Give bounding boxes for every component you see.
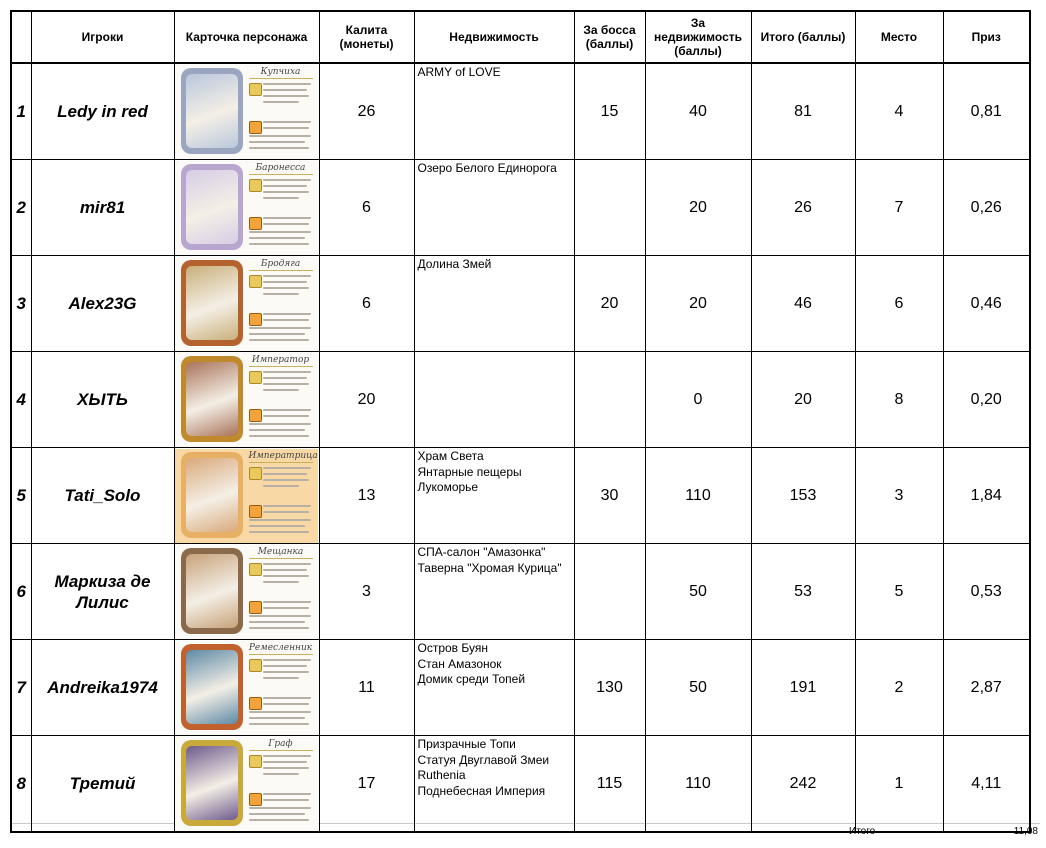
character-card-cell[interactable] [174,160,319,256]
card-text-line [263,377,307,379]
card-text-line [249,333,305,335]
portrait-frame [181,356,243,442]
card-text-line [249,717,305,719]
card-text-line [263,569,307,571]
property-cell[interactable] [414,256,574,352]
place-cell[interactable]: 4 [855,63,943,160]
prize-cell[interactable]: 0,46 [943,256,1030,352]
dice-icon [249,601,262,614]
place-cell[interactable]: 2 [855,640,943,736]
card-text-line [263,607,309,609]
property-item: Статуя Двуглавой Змеи [417,752,550,767]
character-card [175,257,318,351]
card-text-line [263,179,311,181]
property-points-cell[interactable]: 0 [645,352,751,448]
boss-points-cell[interactable] [574,544,645,640]
property-item: Ruthenia [417,768,466,782]
property-item: ARMY of LOVE [417,65,501,79]
portrait-frame [181,164,243,250]
coins-cell[interactable]: 17 [319,736,414,833]
dice-icon [249,793,262,806]
property-item: Остров Буян [417,641,488,655]
portrait-frame [181,452,243,538]
card-text-line [263,761,307,763]
property-cell[interactable] [414,544,574,640]
card-text-line [249,711,311,713]
coin-icon [249,371,262,384]
header-index[interactable] [11,11,31,63]
total-points-cell[interactable]: 81 [751,63,855,160]
card-text-line [249,525,305,527]
property-cell[interactable] [414,640,574,736]
row-index[interactable]: 4 [11,352,31,448]
card-text-line [263,83,311,85]
player-name[interactable]: Ledy in red [31,63,174,160]
card-text-line [263,755,311,757]
property-points-cell[interactable]: 50 [645,640,751,736]
card-text-line [263,95,309,97]
row-index[interactable]: 6 [11,544,31,640]
character-card-cell[interactable] [174,736,319,833]
header-kalita[interactable]: Калита (монеты) [319,11,414,63]
card-text-line [263,767,309,769]
property-points-cell[interactable]: 40 [645,63,751,160]
row-index[interactable]: 8 [11,736,31,833]
card-text-line [249,135,311,137]
header-prize[interactable]: Приз [943,11,1030,63]
card-text-line [263,223,309,225]
place-cell[interactable]: 7 [855,160,943,256]
card-text-line [249,147,309,149]
property-points-cell[interactable]: 20 [645,256,751,352]
card-text-line [249,813,305,815]
character-card [175,65,318,159]
prize-cell[interactable]: 1,84 [943,448,1030,544]
card-text-line [263,601,311,603]
coin-icon [249,467,262,480]
card-text-line [263,319,309,321]
header-property-points[interactable]: За недвижимость (баллы) [645,11,751,63]
character-card [175,641,318,735]
card-text-line [249,327,311,329]
character-card [175,737,318,831]
player-name[interactable]: Alex23G [31,256,174,352]
prize-cell[interactable]: 0,81 [943,63,1030,160]
player-name[interactable]: Tati_Solo [31,448,174,544]
card-text-line [263,505,311,507]
player-name[interactable]: Andreika1974 [31,640,174,736]
prize-cell[interactable]: 2,87 [943,640,1030,736]
card-text-line [249,819,309,821]
coins-cell[interactable]: 13 [319,448,414,544]
property-item: Призрачные Топи [417,737,516,751]
footer-total-label[interactable]: Итого [849,826,876,837]
card-text-line [263,281,307,283]
dice-icon [249,505,262,518]
card-text-line [263,383,309,385]
card-text-line [249,423,311,425]
row-index[interactable]: 5 [11,448,31,544]
property-cell[interactable] [414,160,574,256]
emperor-portrait-icon [186,362,238,436]
coins-cell[interactable]: 6 [319,160,414,256]
dice-icon [249,313,262,326]
card-text-line [249,627,309,629]
dice-icon [249,121,262,134]
card-text-line [263,197,299,199]
merchant-woman-portrait-icon [186,74,238,148]
card-text-line [263,121,311,123]
character-card-cell[interactable] [174,640,319,736]
boss-points-cell[interactable]: 130 [574,640,645,736]
boss-points-cell[interactable] [574,352,645,448]
card-text-line [263,89,307,91]
card-text-line [249,141,305,143]
card-text-line [263,479,309,481]
card-text-line [249,621,305,623]
card-text-line [263,389,299,391]
card-title: Мещанка [249,547,313,559]
card-title: Купчиха [249,67,313,79]
property-points-cell[interactable]: 50 [645,544,751,640]
coins-cell[interactable]: 20 [319,352,414,448]
card-text-line [263,467,311,469]
table-row [11,352,1030,448]
table-row [11,640,1030,736]
total-points-cell[interactable]: 153 [751,448,855,544]
dice-icon [249,409,262,422]
card-text-line [249,615,311,617]
card-text-line [249,243,309,245]
total-points-cell[interactable]: 20 [751,352,855,448]
dice-icon [249,697,262,710]
total-points-cell[interactable]: 191 [751,640,855,736]
property-item: Домик среди Топей [417,672,526,686]
table-row [11,160,1030,256]
vagabond-portrait-icon [186,266,238,340]
card-text-line [263,575,309,577]
card-text-line [263,415,309,417]
card-text-line [263,703,309,705]
property-item: Стан Амазонок [417,656,502,671]
coins-cell[interactable]: 3 [319,544,414,640]
place-cell[interactable]: 5 [855,544,943,640]
character-card [175,449,318,543]
header-total[interactable]: Итого (баллы) [751,11,855,63]
header-card[interactable]: Карточка персонажа [174,11,319,63]
card-text-line [263,581,299,583]
character-card-cell[interactable] [174,256,319,352]
boss-points-cell[interactable]: 115 [574,736,645,833]
total-points-cell[interactable]: 26 [751,160,855,256]
footer-total-value[interactable]: 11,08 [1013,826,1038,837]
results-table [10,10,1031,833]
character-card-cell[interactable] [174,448,319,544]
card-text-line [263,665,307,667]
coin-icon [249,563,262,576]
card-text-line [249,807,311,809]
card-text-line [263,191,309,193]
card-text-line [249,519,311,521]
boss-points-cell[interactable]: 20 [574,256,645,352]
prize-cell[interactable]: 0,20 [943,352,1030,448]
row-index[interactable]: 7 [11,640,31,736]
card-title: Граф [249,739,313,751]
header-boss[interactable]: За босса (баллы) [574,11,645,63]
player-name[interactable]: Маркиза де Лилис [31,544,174,640]
card-text-line [263,799,309,801]
card-title: Императрица [248,450,318,461]
card-text-line [263,773,299,775]
total-points-cell[interactable]: 242 [751,736,855,833]
card-text-line [263,697,311,699]
card-text-line [249,429,305,431]
character-card [175,545,318,639]
card-title: Бродяга [249,259,313,271]
empress-portrait-icon [186,458,238,532]
property-item: Таверна "Хромая Курица" [417,560,562,575]
character-card-cell[interactable] [174,544,319,640]
card-text-line [263,371,311,373]
card-text-line [263,275,311,277]
card-title: Баронесса [249,163,313,175]
portrait-frame [181,260,243,346]
coins-cell[interactable]: 26 [319,63,414,160]
property-cell[interactable] [414,448,574,544]
townswoman-portrait-icon [186,554,238,628]
property-points-cell[interactable]: 20 [645,160,751,256]
place-cell[interactable]: 8 [855,352,943,448]
row-index[interactable]: 1 [11,63,31,160]
character-card [175,353,318,447]
table-row [11,544,1030,640]
property-points-cell[interactable]: 110 [645,736,751,833]
portrait-frame [181,644,243,730]
character-card-cell[interactable] [174,352,319,448]
row-index[interactable]: 3 [11,256,31,352]
prize-cell[interactable]: 4,11 [943,736,1030,833]
card-text-line [263,659,311,661]
coins-cell[interactable]: 6 [319,256,414,352]
table-row [11,448,1030,544]
header-place[interactable]: Место [855,11,943,63]
card-text-line [263,217,311,219]
property-cell[interactable] [414,352,574,448]
property-item: Храм Света [417,449,484,463]
card-text-line [249,231,311,233]
portrait-frame [181,740,243,826]
card-text-line [263,293,299,295]
coin-icon [249,275,262,288]
card-title: Император [249,355,313,367]
row-index[interactable]: 2 [11,160,31,256]
card-text-line [249,723,309,725]
character-card [175,161,318,255]
card-text-line [263,563,311,565]
boss-points-cell[interactable]: 15 [574,63,645,160]
card-text-line [263,313,311,315]
card-text-line [263,287,309,289]
table-row [11,256,1030,352]
prize-cell[interactable]: 0,26 [943,160,1030,256]
player-name[interactable]: mir81 [31,160,174,256]
property-item: Озеро Белого Единорога [417,161,557,175]
header-players[interactable]: Игроки [31,11,174,63]
place-cell[interactable]: 3 [855,448,943,544]
header-row [11,11,1030,63]
header-property[interactable]: Недвижимость [414,11,574,63]
card-title: Ремесленник [248,642,313,653]
property-item: Янтарные пещеры [417,464,522,479]
card-text-line [263,677,299,679]
place-cell[interactable]: 1 [855,736,943,833]
craftsman-portrait-icon [186,650,238,724]
card-text-line [263,473,307,475]
property-points-cell[interactable]: 110 [645,448,751,544]
player-name[interactable]: Третий [31,736,174,833]
table-row [11,736,1030,833]
coin-icon [249,179,262,192]
card-text-line [263,127,309,129]
property-item: Лукоморье [417,480,479,494]
property-item: Поднебесная Империя [417,783,546,798]
property-item: Долина Змей [417,257,492,271]
card-text-line [263,485,299,487]
boss-points-cell[interactable]: 30 [574,448,645,544]
card-text-line [249,237,305,239]
card-text-line [263,511,309,513]
place-cell[interactable]: 6 [855,256,943,352]
portrait-frame [181,68,243,154]
card-text-line [249,435,309,437]
card-text-line [249,339,309,341]
card-text-line [263,101,299,103]
coins-cell[interactable]: 11 [319,640,414,736]
count-portrait-icon [186,746,238,820]
coin-icon [249,659,262,672]
table-row [11,63,1030,160]
baroness-portrait-icon [186,170,238,244]
card-text-line [263,409,311,411]
portrait-frame [181,548,243,634]
property-cell[interactable] [414,736,574,833]
boss-points-cell[interactable] [574,160,645,256]
card-text-line [249,531,309,533]
property-item: СПА-салон "Амазонка" [417,545,546,559]
prize-cell[interactable]: 0,53 [943,544,1030,640]
card-text-line [263,671,309,673]
character-card-cell[interactable] [174,63,319,160]
coin-icon [249,755,262,768]
total-points-cell[interactable]: 53 [751,544,855,640]
dice-icon [249,217,262,230]
coin-icon [249,83,262,96]
card-text-line [263,793,311,795]
property-cell[interactable] [414,63,574,160]
player-name[interactable]: ХЫТЬ [31,352,174,448]
total-points-cell[interactable]: 46 [751,256,855,352]
card-text-line [263,185,307,187]
